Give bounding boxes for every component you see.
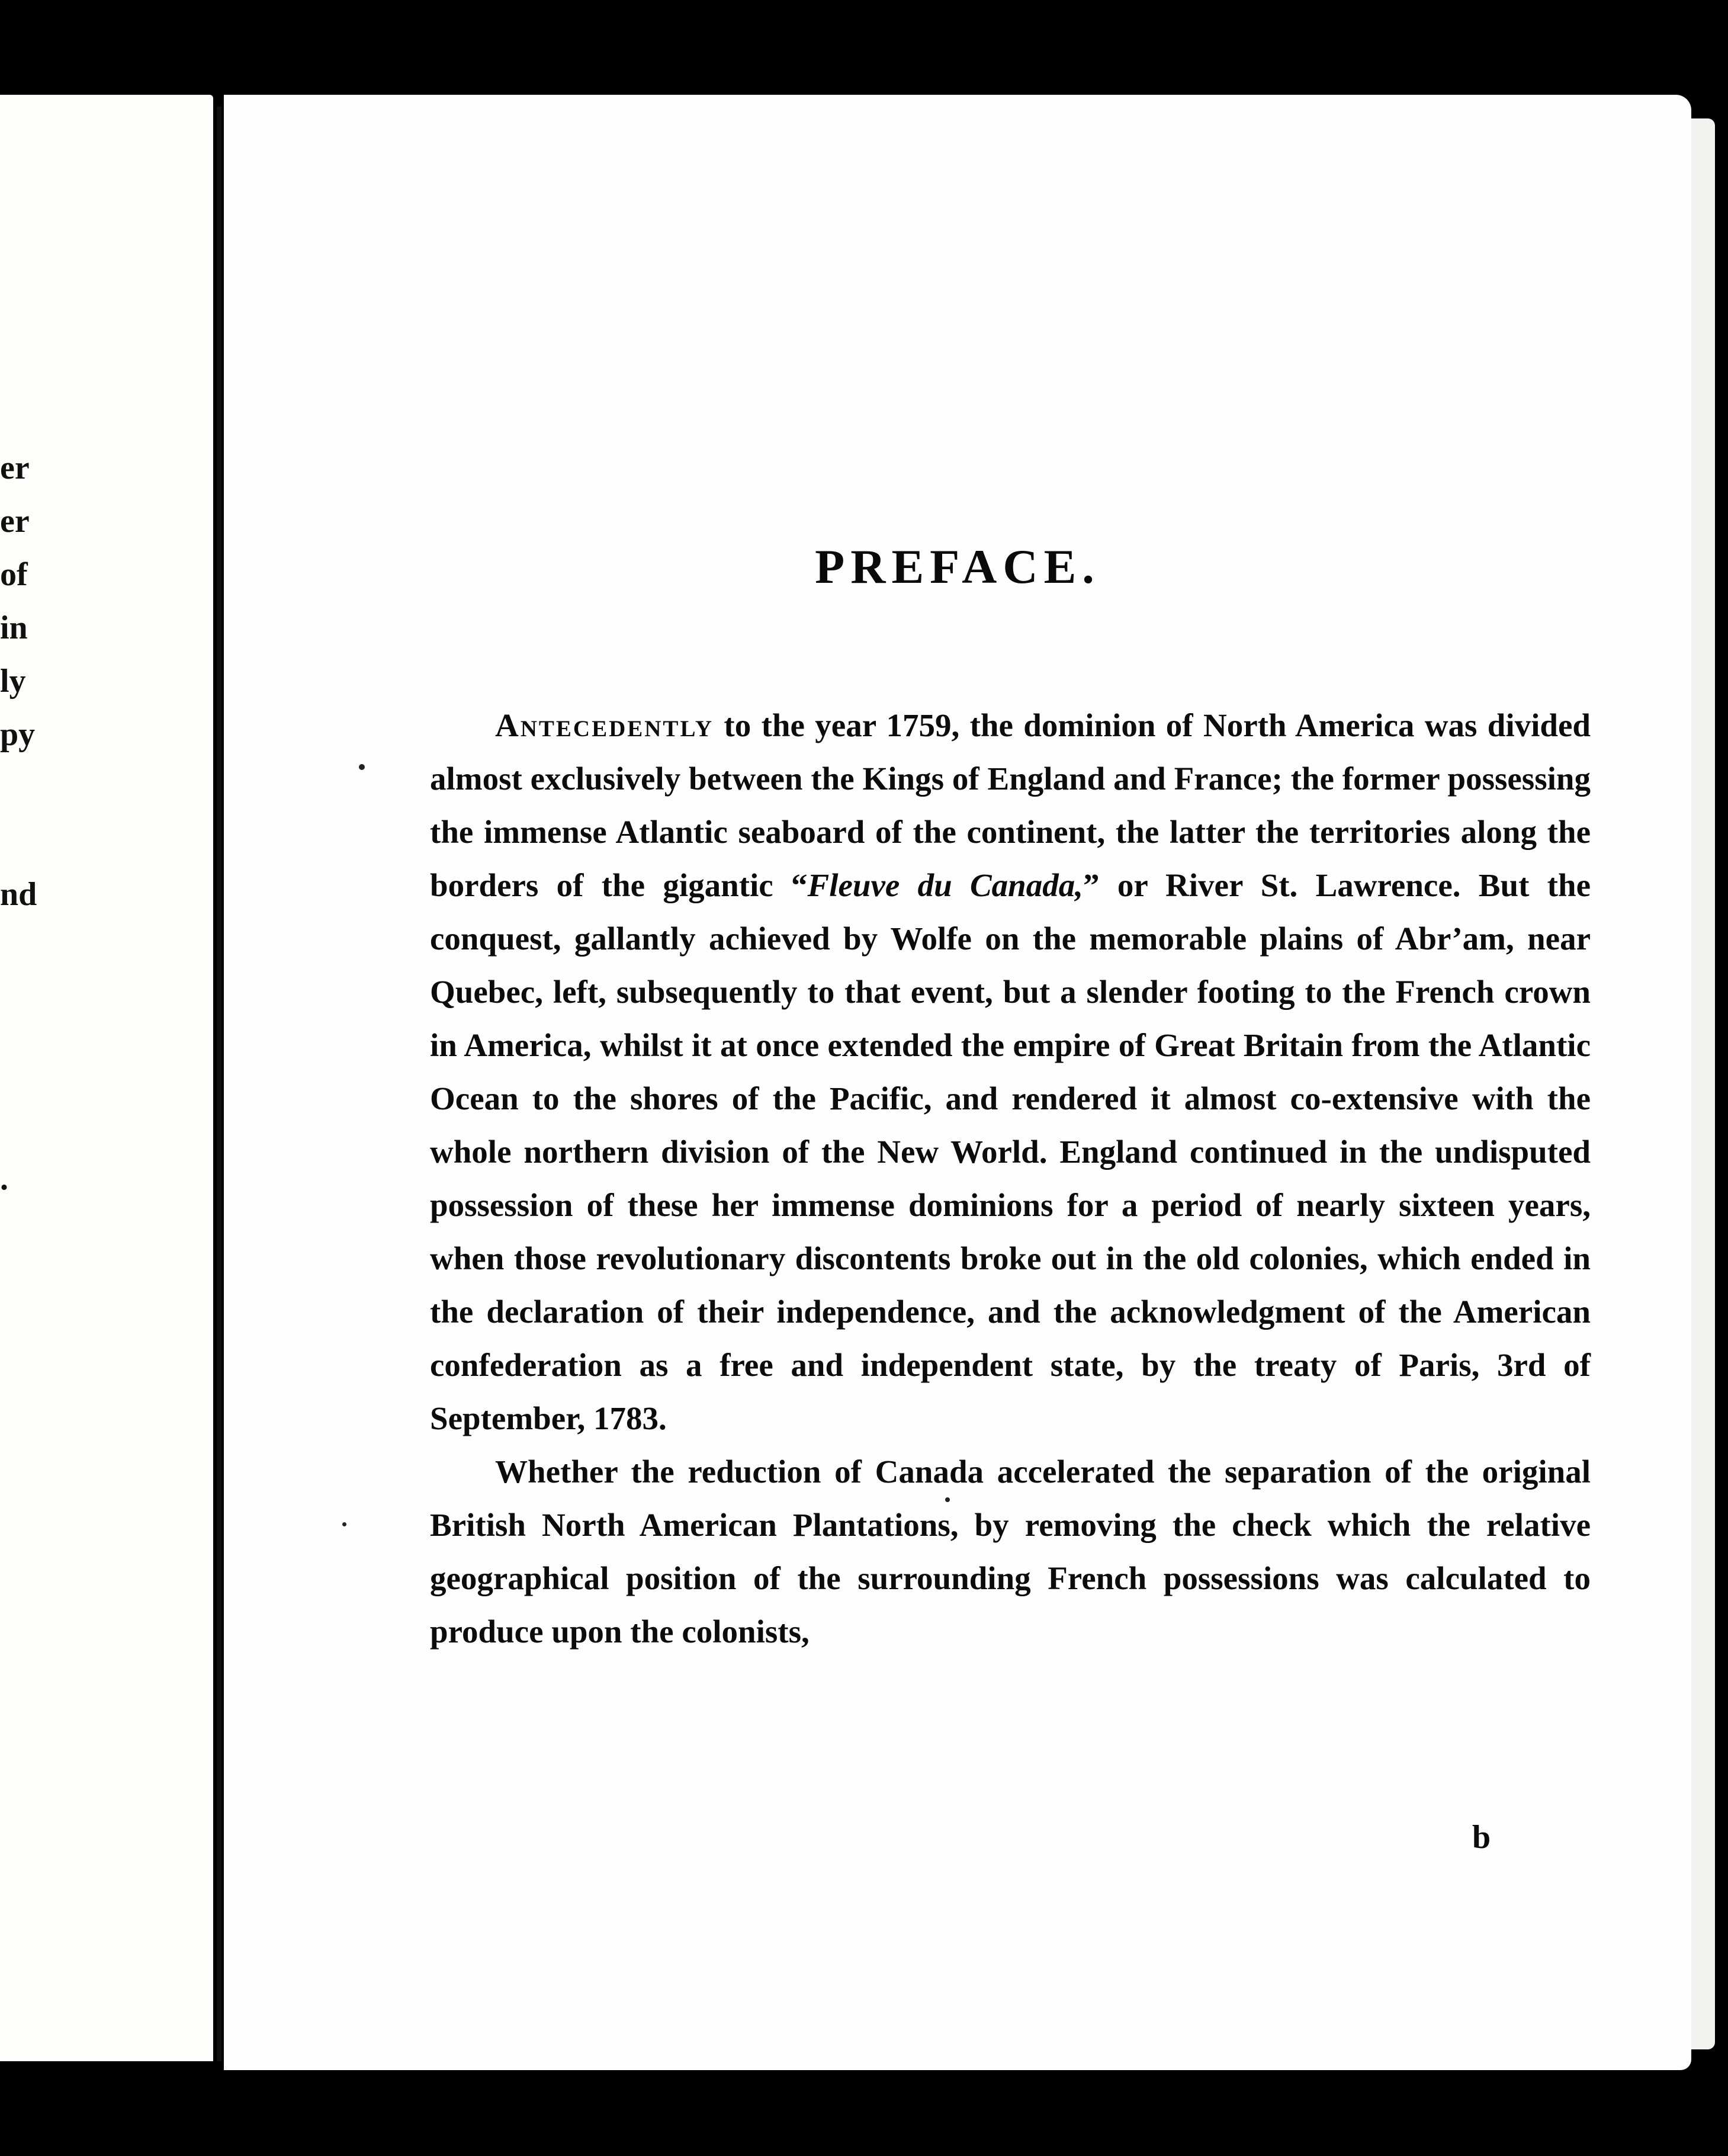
line-ending: ly bbox=[0, 663, 26, 700]
line-ending: . bbox=[0, 1160, 8, 1197]
line-ending: nd bbox=[0, 876, 37, 913]
signature-mark: b bbox=[1472, 1819, 1491, 1856]
book-gutter bbox=[217, 107, 221, 2061]
line-ending: of bbox=[0, 556, 28, 593]
line-ending: in bbox=[0, 609, 28, 646]
paragraph-1 bbox=[430, 699, 1591, 1445]
paragraph-2: Whether the reduction of Canada accelerated the separation of the original British North American Plantations, by removing the check which the relative geographical position of the surrounding French possessions was calculated to produce upon the colonists, bbox=[430, 1454, 1591, 1650]
preface-page bbox=[224, 95, 1691, 2070]
italic-phrase: Fleuve du Canada, bbox=[807, 867, 1084, 903]
previous-page-edge bbox=[0, 95, 213, 2061]
line-ending: py bbox=[0, 716, 36, 753]
page-title: PREFACE. bbox=[815, 539, 1100, 593]
paragraph-1-text-continued: ” or River St. Lawrence. But the conquest, gallantly achieved by Wolfe on the memorable plains of Abr’am, near Quebec, left, subsequently to that event, but a slender footing to the French crown in America, whilst it at once extended the empire of Great Britain from the Atlantic Ocean to the shores of the Pacific, and rendered it almost co-extensive with the whole northern division of the New World. England continued in the undisputed possession of these her immense dominions for a period of nearly sixteen years, when those revolutionary discontents broke out in the old colonies, which ended in the declaration of their independence, and the acknowledgment of the American confederation as a free and independent state, by the treaty of Paris, 3rd of September, 1783. bbox=[430, 867, 1591, 1436]
preface-body bbox=[430, 699, 1591, 1658]
opening-words: Antecedently bbox=[495, 707, 714, 743]
line-ending: er bbox=[0, 503, 30, 540]
previous-page-line-endings bbox=[0, 441, 37, 1205]
ink-speck bbox=[342, 1522, 346, 1526]
line-ending: er bbox=[0, 450, 30, 486]
ink-speck bbox=[359, 764, 365, 770]
paragraph-1-text: to the year 1759, the dominion of North America was divided almost exclusively between the Kings of England and France; the former possessing the immense Atlantic seaboard of the continent, the latter the territories along the borders of the gigantic “ bbox=[430, 707, 1591, 903]
ink-speck bbox=[945, 1497, 950, 1502]
